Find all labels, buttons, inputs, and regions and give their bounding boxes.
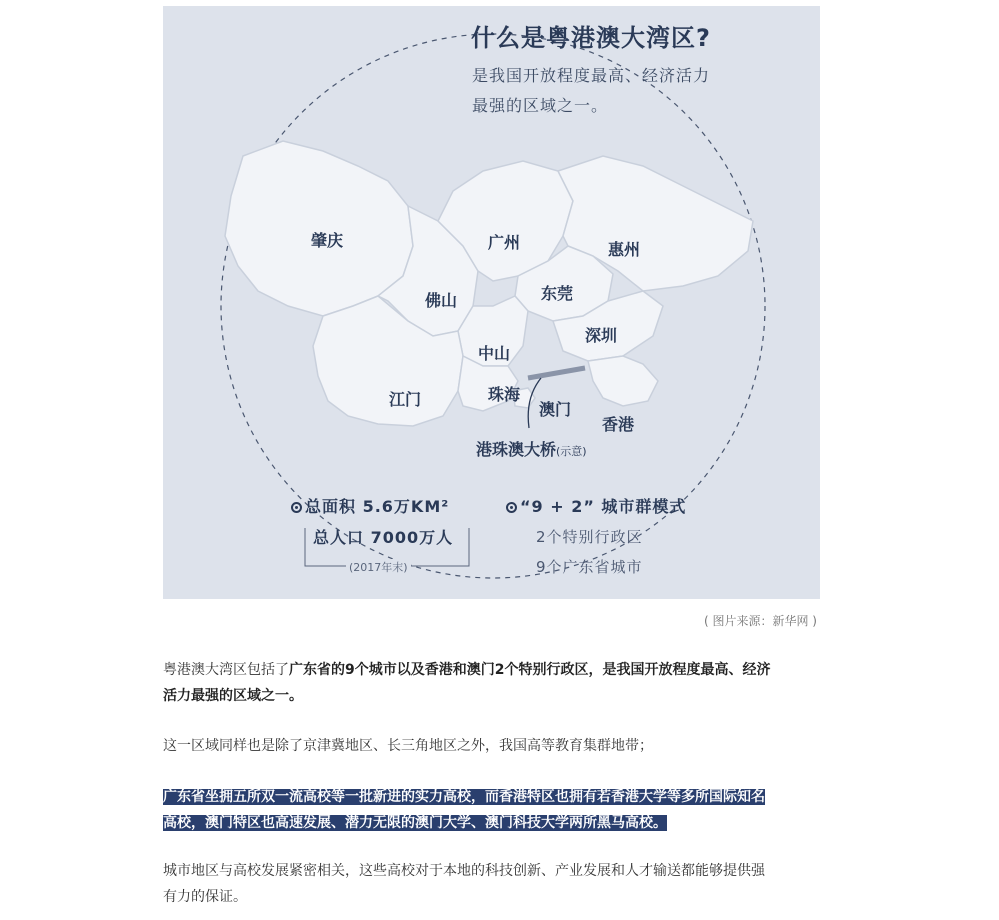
image-source-caption: ( 图片来源：新华网 )	[704, 614, 817, 628]
area-stat-text: 总面积 5.6万KM²	[305, 497, 450, 516]
city-label-hongkong: 香港	[602, 415, 635, 434]
map-title: 什么是粤港澳大湾区?	[471, 24, 711, 52]
city-label-zhuhai: 珠海	[488, 385, 521, 404]
city-label-jiangmen: 江门	[389, 390, 422, 409]
paragraph-1	[163, 657, 823, 709]
paragraph-4	[163, 858, 823, 910]
city-label-zhaoqing: 肇庆	[311, 231, 344, 250]
model-line-gd-cities: 9个广东省城市	[536, 558, 643, 576]
city-label-huizhou: 惠州	[608, 240, 641, 259]
population-note: (2017年末)	[346, 559, 411, 575]
region-hongkong	[588, 356, 658, 406]
city-label-guangzhou: 广州	[488, 233, 521, 252]
paragraph-4-line-1: 城市地区与高校发展紧密相关，这些高校对于本地的科技创新、产业发展和人才输送都能够提供强	[163, 863, 765, 879]
city-label-foshan: 佛山	[425, 291, 458, 310]
map-subtitle-line-1: 是我国开放程度最高、经济活力	[472, 66, 711, 85]
model-line-sar: 2个特别行政区	[536, 528, 643, 546]
city-cluster-model-text: “9 + 2” 城市群模式	[520, 497, 687, 516]
bridge-note: (示意)	[556, 445, 587, 458]
paragraph-3-highlighted[interactable]	[163, 784, 823, 836]
city-label-shenzhen: 深圳	[585, 326, 618, 345]
bay-area-map-figure	[163, 6, 820, 599]
target-icon	[291, 502, 302, 513]
bridge-label-text: 港珠澳大桥	[476, 440, 557, 459]
paragraph-4-line-2: 有力的保证。	[163, 889, 247, 905]
paragraph-2: 这一区域同样也是除了京津冀地区、长三角地区之外，我国高等教育集群地带；	[163, 738, 653, 754]
city-cluster-model	[506, 494, 686, 517]
paragraph-1-bold-cont: 活力最强的区域之一。	[163, 688, 303, 704]
area-stat	[291, 494, 449, 517]
city-label-zhongshan: 中山	[478, 344, 511, 363]
paragraph-3-line-1: 广东省坐拥五所双一流高校等一批新进的实力高校，而香港特区也拥有若香港大学等多所国际知名	[163, 789, 765, 805]
target-icon	[506, 502, 517, 513]
population-stat: 总人口 7000万人	[313, 528, 454, 547]
city-label-dongguan: 东莞	[541, 284, 574, 303]
paragraph-1-lead: 粤港澳大湾区包括了	[163, 662, 289, 678]
map-subtitle-line-2: 最强的区域之一。	[472, 96, 609, 115]
bridge-label	[476, 437, 587, 460]
paragraph-3-line-2: 高校，澳门特区也高速发展、潜力无限的澳门大学、澳门科技大学两所黑马高校。	[163, 815, 667, 831]
bridge-line	[528, 368, 585, 378]
city-label-macau: 澳门	[539, 400, 572, 419]
paragraph-1-bold: 广东省的9个城市以及香港和澳门2个特别行政区，是我国开放程度最高、经济	[289, 662, 771, 678]
